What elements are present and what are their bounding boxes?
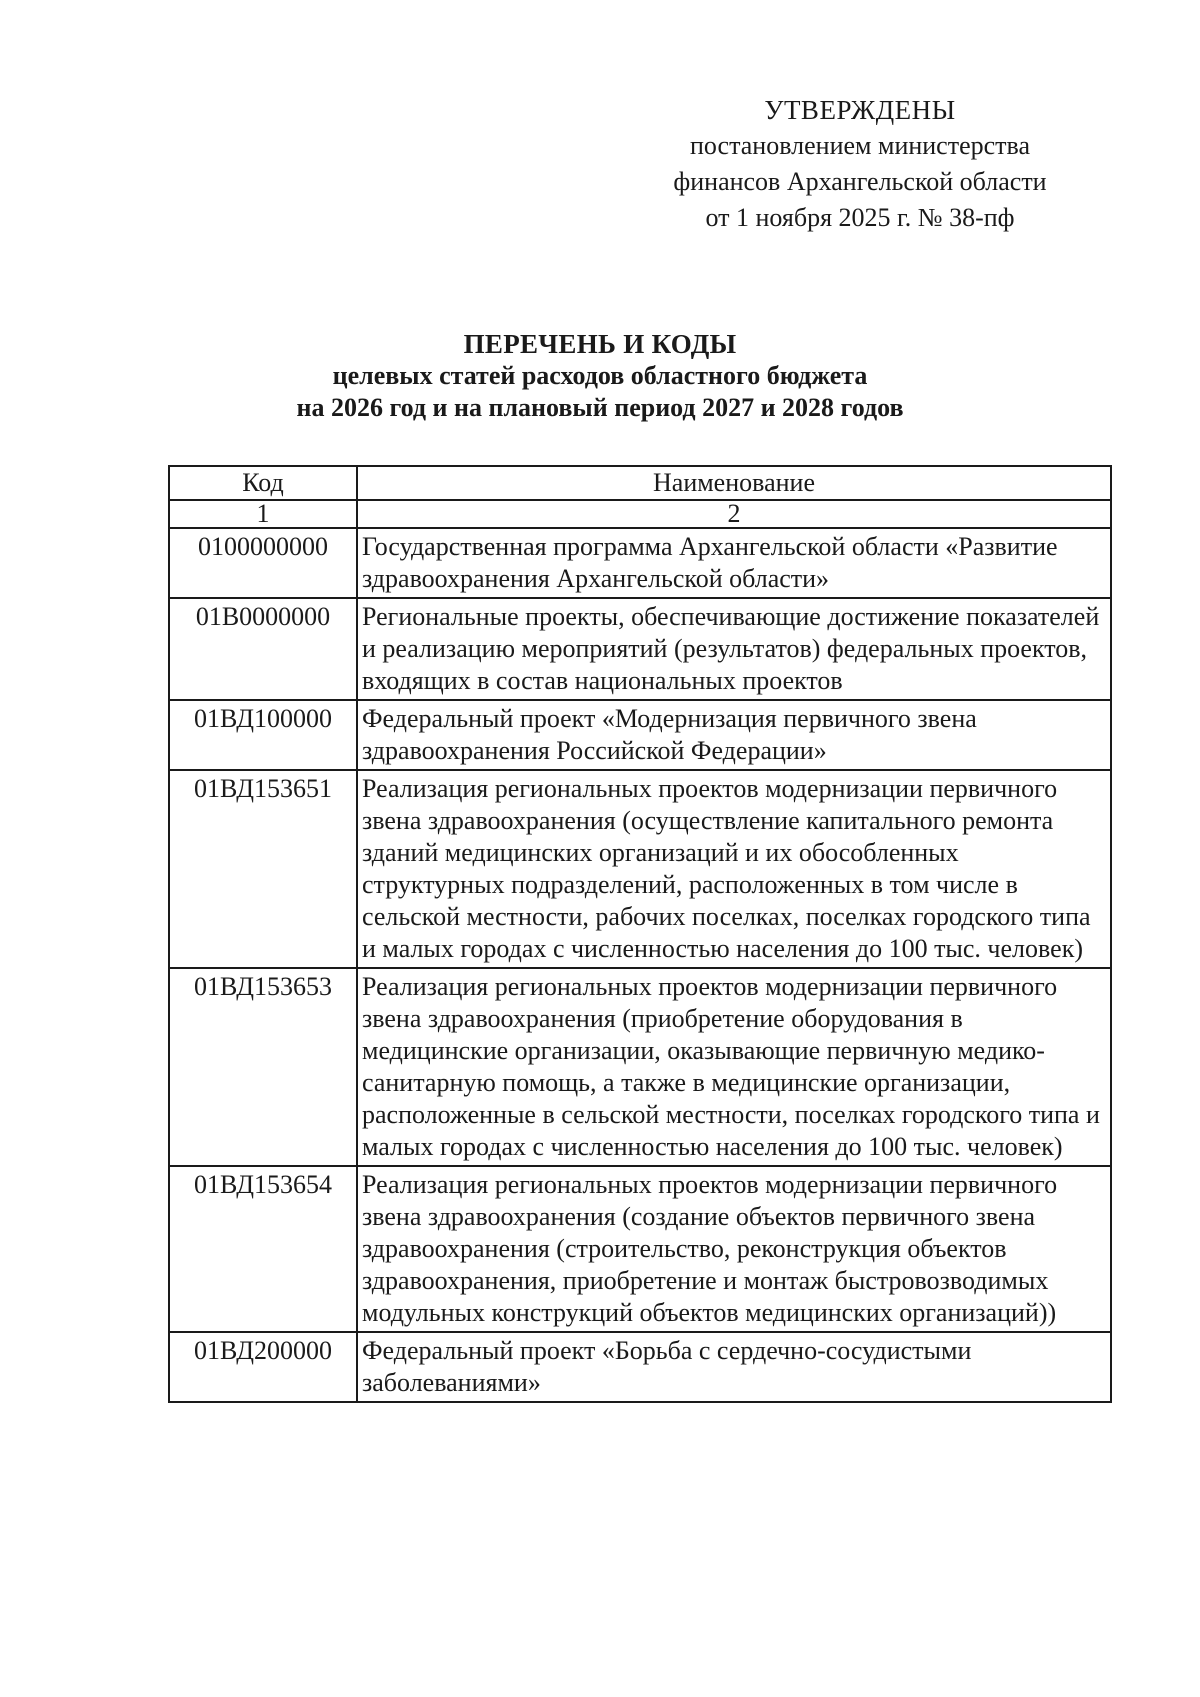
table-row (169, 1332, 1111, 1402)
table-row (169, 700, 1111, 770)
approval-title: УТВЕРЖДЕНЫ (764, 95, 956, 125)
row-name: Региональные проекты, обеспечивающие достижение показателей и реализацию мероприятий (результатов) федеральных проектов, входящих в состав национальных проектов (357, 598, 1111, 700)
column-number: 1 (169, 500, 357, 528)
approval-line: постановлением министерства (689, 131, 1031, 160)
row-code: 01ВД153654 (169, 1166, 357, 1332)
row-name: Реализация региональных проектов модернизации первичного звена здравоохранения (создание объектов первичного звена здравоохранения (строительство, реконструкция объектов здравоохранения, приобретение и монтаж быстровозводимых модульных конструкций объектов медицинских организаций)) (357, 1166, 1111, 1332)
approval-line: от 1 ноября 2025 г. № 38-пф (705, 203, 1015, 232)
row-name: Реализация региональных проектов модернизации первичного звена здравоохранения (осуществление капитального ремонта зданий медицинских организаций и их обособленных структурных подразделений, расположенных в том числе в сельской местности, рабочих поселках, поселках городского типа и малых городах с численностью населения до 100 тыс. человек) (357, 770, 1111, 968)
codes-table (168, 465, 1112, 1403)
table-row (169, 598, 1111, 700)
row-code: 01В0000000 (169, 598, 357, 700)
row-name: Федеральный проект «Модернизация первичного звена здравоохранения Российской Федерации» (357, 700, 1111, 770)
column-number: 2 (357, 500, 1111, 528)
table-row (169, 1166, 1111, 1332)
row-name: Федеральный проект «Борьба с сердечно-сосудистыми заболеваниями» (357, 1332, 1111, 1402)
document-title: ПЕРЕЧЕНЬ И КОДЫ (463, 329, 737, 359)
table-row (169, 968, 1111, 1166)
header-code: Код (169, 466, 357, 500)
row-name: Государственная программа Архангельской области «Развитие здравоохранения Архангельской области» (357, 528, 1111, 598)
column-number-row (169, 500, 1111, 528)
header-name: Наименование (357, 466, 1111, 500)
table-header-row (169, 466, 1111, 500)
row-name: Реализация региональных проектов модернизации первичного звена здравоохранения (приобретение оборудования в медицинские организации, оказывающие первичную медико-санитарную помощь, а также в медицинские организации, расположенные в сельской местности, поселках городского типа и малых городах с численностью населения до 100 тыс. человек) (357, 968, 1111, 1166)
document-subtitle-line: целевых статей расходов областного бюджета (332, 361, 868, 390)
row-code: 01ВД200000 (169, 1332, 357, 1402)
table-row (169, 528, 1111, 598)
document-subtitle-line: на 2026 год и на плановый период 2027 и 2028 годов (296, 393, 904, 422)
approval-line: финансов Архангельской области (673, 167, 1047, 196)
row-code: 0100000000 (169, 528, 357, 598)
row-code: 01ВД153653 (169, 968, 357, 1166)
row-code: 01ВД100000 (169, 700, 357, 770)
document-title-block (0, 328, 1200, 424)
approval-block (640, 92, 1080, 236)
row-code: 01ВД153651 (169, 770, 357, 968)
table-row (169, 770, 1111, 968)
